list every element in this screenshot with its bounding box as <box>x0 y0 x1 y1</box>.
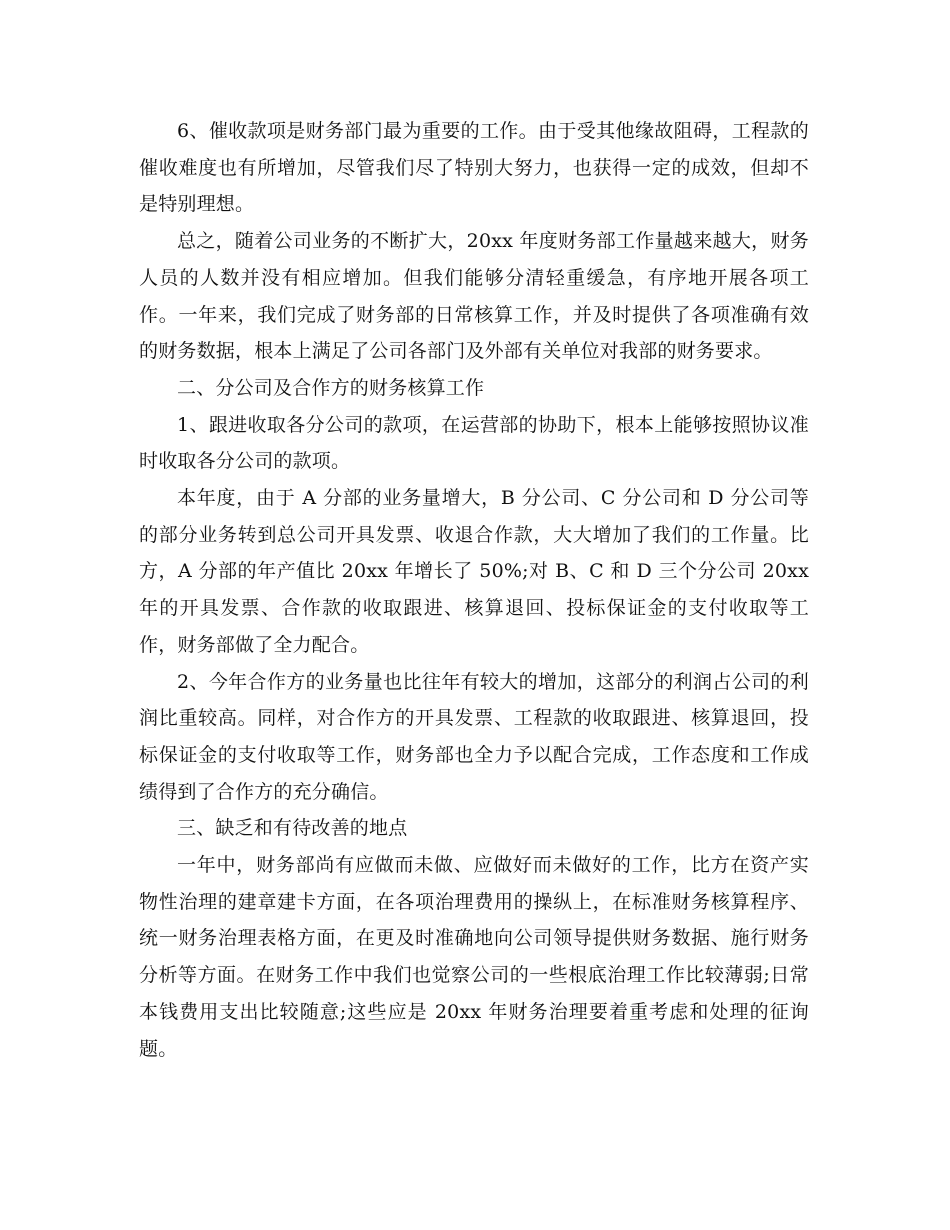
paragraph-shortcomings: 一年中，财务部尚有应做而未做、应做好而未做好的工作，比方在资产实物性治理的建章建卡方面，在各项治理费用的操纵上，在标准财务核算程序、统一财务治理表格方面，在更及时准确地向公司领导提供财务数据、施行财务分析等方面。在财务工作中我们也觉察公司的一些根底治理工作比较薄弱;日常本钱费用支出比较随意;这些应是 20xx 年财务治理要着重考虑和处理的征询题。 <box>139 854 809 1060</box>
section-heading-improvements: 三、缺乏和有待改善的地点 <box>177 817 408 840</box>
paragraph-summary: 总之，随着公司业务的不断扩大，20xx 年度财务部工作量越来越大，财务人员的人数并没有相应增加。但我们能够分清轻重缓急，有序地开展各项工作。一年来，我们完成了财务部的日常核算工作，并及时提供了各项准确有效的财务数据，根本上满足了公司各部门及外部有关单位对我部的财务要求。 <box>139 230 809 363</box>
paragraph-partner-business: 2、今年合作方的业务量也比往年有较大的增加，这部分的利润占公司的利润比重较高。同样，对合作方的开具发票、工程款的收取跟进、核算退回，投标保证金的支付收取等工作，财务部也全力予以配合完成，工作态度和工作成绩得到了合作方的充分确信。 <box>139 670 809 803</box>
paragraph-collection-work: 6、催收款项是财务部门最为重要的工作。由于受其他缘故阻碍，工程款的催收难度也有所增加，尽管我们尽了特别大努力，也获得一定的成效，但却不是特别理想。 <box>139 120 809 216</box>
document-body <box>139 113 809 1067</box>
paragraph-branch-collection: 1、跟进收取各分公司的款项，在运营部的协助下，根本上能够按照协议准时收取各分公司的款项。 <box>139 413 809 473</box>
paragraph-annual-workload: 本年度，由于 A 分部的业务量增大，B 分公司、C 分公司和 D 分公司等的部分业务转到总公司开具发票、收退合作款，大大增加了我们的工作量。比方，A 分部的年产值比 20xx 年增长了 50%;对 B、C 和 D 三个分公司 20xx 年的开具发票、合作款的收取跟进、核算退回、投标保证金的支付收取等工作，财务部做了全力配合。 <box>139 487 809 656</box>
section-heading-branch-accounting: 二、分公司及合作方的财务核算工作 <box>177 376 485 399</box>
